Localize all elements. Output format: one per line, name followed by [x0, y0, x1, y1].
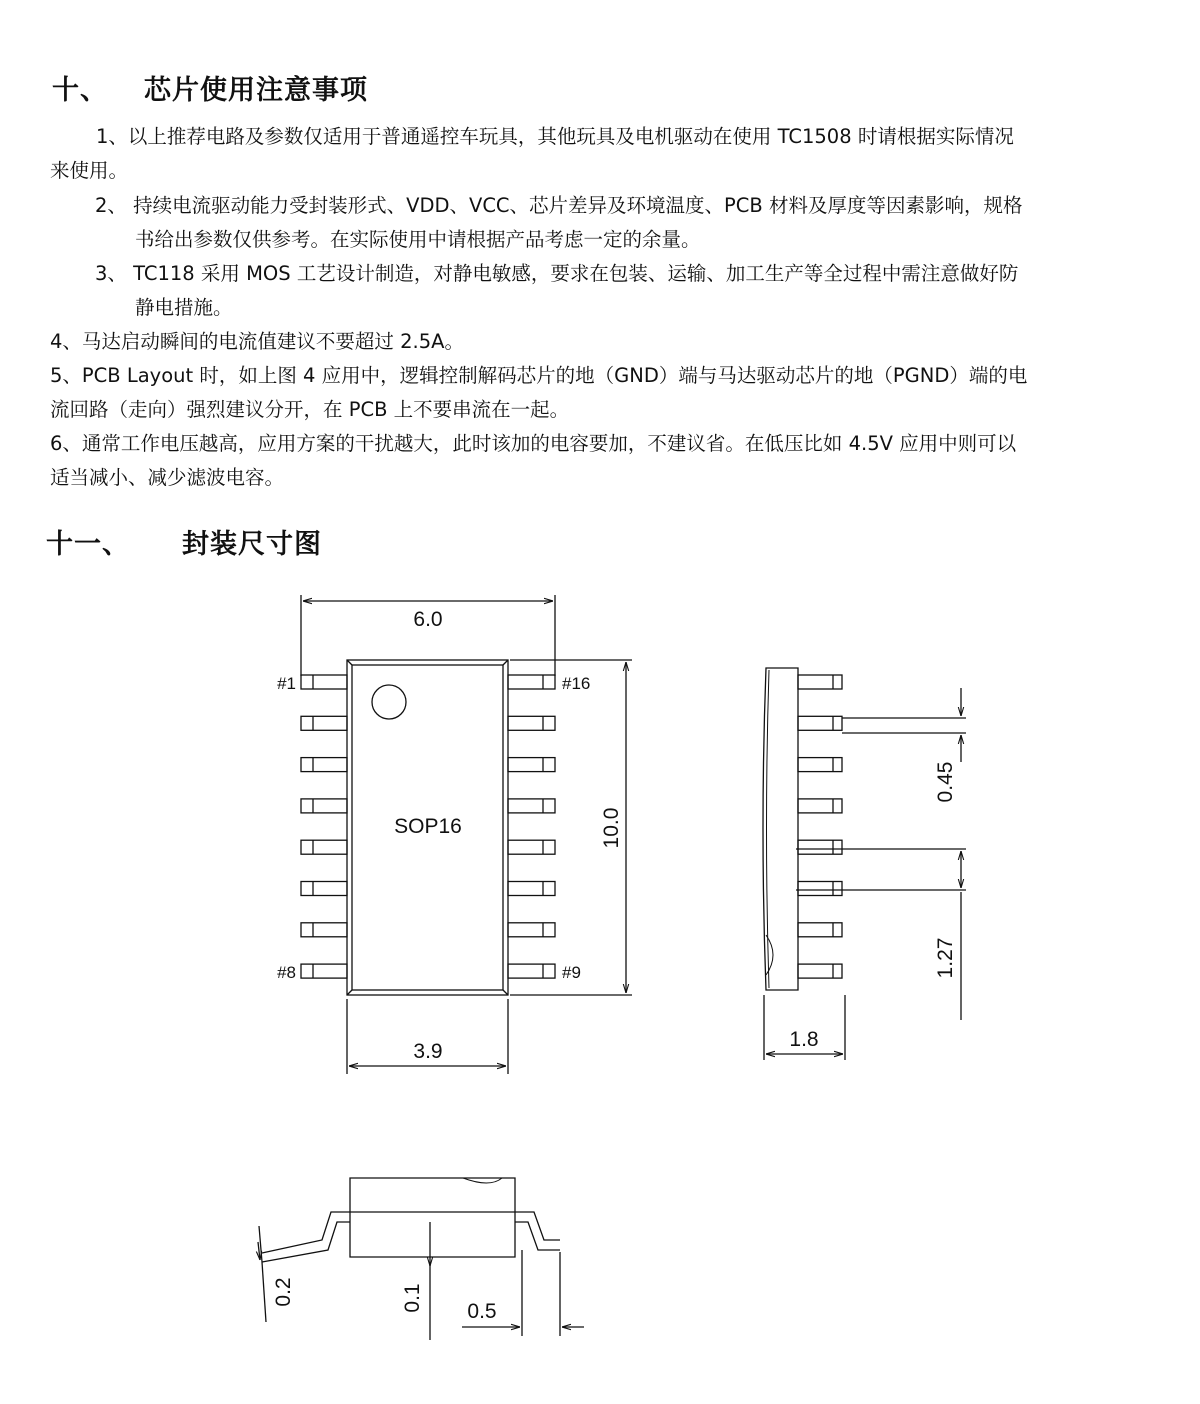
dim-height: 1.8 — [789, 1028, 819, 1051]
note-5-line-1: 5、PCB Layout 时，如上图 4 应用中，逻辑控制解码芯片的地（GND）端与马达驱动芯片的地（PGND）端的电 — [50, 364, 1028, 387]
pin-right — [508, 964, 555, 978]
pin-right — [508, 758, 555, 772]
pin-side — [798, 799, 842, 813]
section-11-number: 十一、 — [46, 529, 130, 560]
profile-view — [258, 1178, 584, 1340]
dim-pitch: 1.27 — [934, 937, 957, 979]
pin-right — [508, 799, 555, 813]
pin-side — [798, 923, 842, 937]
pin-right — [508, 716, 555, 730]
right-pins — [508, 675, 555, 978]
pin-side — [798, 882, 842, 896]
pin-left — [301, 675, 347, 689]
dim-lead-length: 0.5 — [467, 1300, 497, 1323]
note-2-line-2: 书给出参数仅供参考。在实际使用中请根据产品考虑一定的余量。 — [135, 228, 701, 251]
package-label: SOP16 — [394, 815, 462, 838]
pin-left — [301, 840, 347, 854]
section-11-title: 封装尺寸图 — [182, 529, 322, 560]
pin-side — [798, 758, 842, 772]
note-6-line-2: 适当减小、减少滤波电容。 — [50, 466, 285, 489]
pin-left — [301, 758, 347, 772]
dim-length: 10.0 — [600, 807, 623, 849]
pin-side — [798, 716, 842, 730]
left-lead — [262, 1212, 350, 1262]
pin-right — [508, 923, 555, 937]
note-1-line-2: 来使用。 — [50, 159, 129, 182]
pin-right — [508, 675, 555, 689]
pin-side — [798, 675, 842, 689]
pin-left — [301, 882, 347, 896]
pin-right — [508, 840, 555, 854]
pin16-label: #16 — [562, 674, 591, 693]
right-lead — [515, 1212, 560, 1250]
dim-lead-thickness: 0.1 — [401, 1283, 424, 1313]
side-view — [763, 668, 966, 1060]
note-4-line-1: 4、马达启动瞬间的电流值建议不要超过 2.5A。 — [50, 330, 464, 353]
note-3-line-1: 3、 TC118 采用 MOS 工艺设计制造，对静电敏感，要求在包装、运输、加工生产等全过程中需注意做好防 — [95, 262, 1019, 285]
section-10-title: 芯片使用注意事项 — [144, 75, 368, 106]
pin-side — [798, 964, 842, 978]
pin-side — [798, 840, 842, 854]
pin9-label: #9 — [562, 963, 581, 982]
note-1-line-1: 1、以上推荐电路及参数仅适用于普通遥控车玩具，其他玩具及电机驱动在使用 TC1508 时请根据实际情况 — [96, 125, 1014, 148]
note-3-line-2: 静电措施。 — [135, 296, 233, 319]
profile-body — [350, 1178, 515, 1257]
dim-total-width: 6.0 — [413, 608, 443, 631]
dim-standoff: 0.2 — [272, 1277, 295, 1307]
dim-body-width: 3.9 — [413, 1040, 443, 1063]
pin-right — [508, 882, 555, 896]
pin-left — [301, 799, 347, 813]
side-pins — [798, 675, 842, 978]
note-6-line-1: 6、通常工作电压越高，应用方案的干扰越大，此时该加的电容要加，不建议省。在低压比如 4.5V 应用中则可以 — [50, 432, 1017, 455]
top-view — [277, 595, 632, 1074]
pin-left — [301, 923, 347, 937]
pin-left — [301, 964, 347, 978]
pin1-label: #1 — [277, 674, 296, 693]
left-pins — [301, 675, 347, 978]
dim-lead-width: 0.45 — [934, 761, 957, 803]
note-2-line-1: 2、 持续电流驱动能力受封装形式、VDD、VCC、芯片差异及环境温度、PCB 材料及厚度等因素影响，规格 — [95, 194, 1023, 217]
pin8-label: #8 — [277, 963, 296, 982]
note-5-line-2: 流回路（走向）强烈建议分开，在 PCB 上不要串流在一起。 — [50, 398, 570, 421]
section-10-number: 十、 — [52, 75, 108, 106]
pin-left — [301, 716, 347, 730]
pin1-marker — [372, 685, 406, 719]
